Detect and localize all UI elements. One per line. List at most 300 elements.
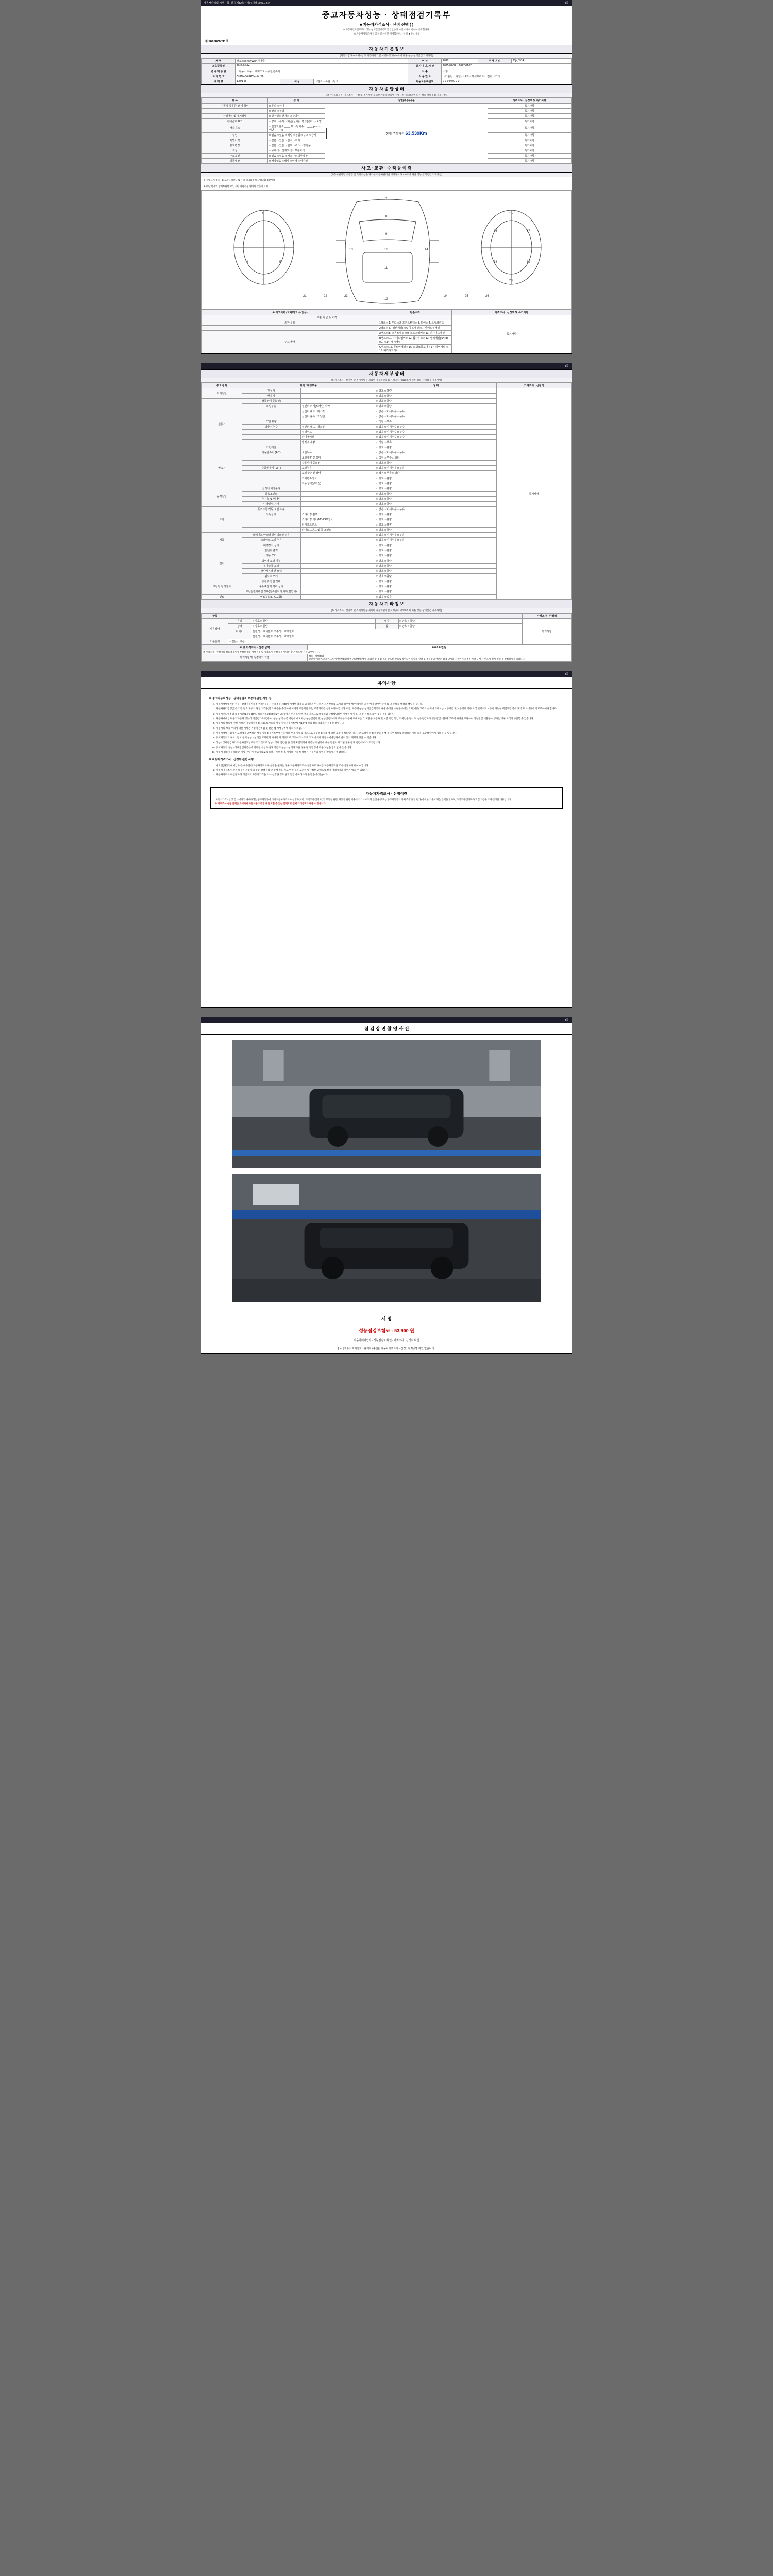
overall-special-10: 특기사항 — [488, 158, 571, 163]
detail-item-label-2-4 — [242, 471, 300, 476]
detail-item-label-6-5: 윈도우 모터 — [242, 574, 300, 579]
svg-text:11: 11 — [384, 267, 388, 270]
page-number-4: (3쪽) — [564, 1018, 569, 1022]
detail-item-sub-4-3: 타이로드엔드 — [300, 522, 375, 528]
overall-item-8: 색상 — [202, 148, 268, 153]
detail-item-label-1-1: 오일누유 — [242, 404, 300, 409]
accident-frame-rankA[interactable]: A랭크 □ 8. 프론트패널 □ 9. 크로스멤버 □ 10. 인사이드패널 — [378, 331, 451, 336]
value-fuel[interactable]: □ 가솔린 □ 디젤 □ LPG □ 하이브리드 □ 전기 □ 기타 — [442, 74, 572, 79]
overall-col-detail: 정밀(세부)내용 — [325, 98, 488, 103]
notice-2-item: 2. 자동차가격조사·산정 내용은 자동차의 성능·상태점검 및 주행거리, 사고 이력 등을 고려하여 산정한 금액으로 실제 거래가격과 차이가 있을 수 있습니다. — [216, 768, 564, 772]
detail-item-options-2-5[interactable]: □ 양호 □ 불량 — [375, 476, 497, 481]
detail-item-sub-7-0 — [300, 579, 375, 584]
other-row-3-label — [228, 634, 251, 639]
detail-item-label-2-3: 수동변속기 (M/T) — [242, 466, 300, 471]
notice-1-item: 2. 자동차관리법령(같은 거민 장소 모두의 당연 고객용(문과 내용을 수정하여 이해의 보증기간 또는 보증거리를 설정하여야 합니다. 다만, 자동차성능·상태점검기록부 내용 수정을 수정을 수정있으며(해당) 고객의 선택에 의해서는 보증기간 및 보증거리 이하 고객 선택으로 보증이 가능한 책임보험 중에 계약 후 소비자에게 교부하여야 합니다. — [216, 707, 564, 710]
detail-item-sub-1-1: 실린더 커버(로커암) 카바 — [300, 404, 375, 409]
mileage-value: 63,539Km — [405, 130, 427, 136]
other-row-1-label: 광택 — [228, 624, 251, 629]
detail-table — [201, 383, 572, 600]
detail-group-6: 전기 — [202, 548, 242, 579]
notice-title: 유의사항 — [201, 677, 572, 689]
page-title: 중고자동차성능 · 상태점검기록부 — [322, 11, 451, 20]
overall-special-5: 특기사항 — [488, 132, 571, 138]
svg-text:8: 8 — [385, 215, 388, 219]
svg-text:15: 15 — [509, 212, 513, 216]
detail-col-2: 항목 / 해당부품 — [242, 383, 375, 388]
detail-item-options-5-1[interactable]: □ 없음 □ 미세누유 □ 누유 — [375, 538, 497, 543]
accident-legend-2: ※ 하단 항목의 상세부위번호와, 기타 차량특성 상태에 맞추어 표시 — [204, 185, 268, 188]
overall-item-0: 자동차 등록증 상 태 확인 — [202, 103, 268, 108]
other-basic-label: 기본품목 — [202, 639, 228, 645]
other-col-3: 가격조사 · 산정액 — [523, 614, 572, 619]
mileage-label: 현재 주행거리 — [385, 132, 405, 136]
other-row-0-label2: 내장 — [375, 619, 398, 624]
overall-special-8: 특기사항 — [488, 148, 571, 153]
value-carname: 셀토스(SWD/W)(4세대급) — [236, 58, 408, 63]
basic-info-table — [201, 58, 572, 84]
fee-label: 성능점검보험료 : — [359, 1328, 393, 1333]
overall-opts-10[interactable]: □ 해당없음 □ 해당 □ 이행 □ 미이행 — [268, 158, 325, 163]
detail-item-options-2-1[interactable]: □ 적정 □ 부족 □ 과다 — [375, 455, 497, 461]
section-detail-title: 자 동 차 세 부 상 태 — [201, 369, 572, 378]
other-row-0-value2[interactable]: □ 양호 □ 불량 — [398, 619, 523, 624]
label-kind: 차 종 — [408, 69, 442, 74]
section-accident-title: 사 고 · 교 환 · 수 리 등 이 력 — [201, 164, 572, 173]
overall-item-7: 용도변경 — [202, 143, 268, 148]
overall-item-5: 튜닝 — [202, 132, 268, 138]
page-number-2: (3쪽) — [564, 365, 569, 368]
value-trans[interactable]: □ 자동 □ 수동 □ 세미오토 □ 무단변속기 — [236, 69, 408, 74]
accident-frame-rankB[interactable]: B랭크 □ 11. 사이드멤버 □ 12. 휠하우스 □ 13. 필러패널(□A □B □C) □ 14. 대시패널 — [378, 336, 451, 345]
detail-item-options-1-5[interactable]: □ 없음 □ 미세누수 □ 누수 — [375, 425, 497, 430]
detail-item-sub-1-7: 라디에이터 — [300, 435, 375, 440]
accident-history-table — [201, 310, 572, 353]
overall-special-1: 특기사항 — [488, 108, 571, 113]
detail-item-options-4-3[interactable]: □ 양호 □ 불량 — [375, 522, 497, 528]
detail-item-options-3-0[interactable]: □ 양호 □ 불량 — [375, 486, 497, 492]
detail-item-sub-4-2: 스티어링 기어(MDPS포함) — [300, 517, 375, 522]
section-basic-note: (자동차법 제58조제4항 및 자동차관리법 시행규칙 제120조에 따른 성능·상태점검 기재사항) — [201, 54, 572, 58]
svg-text:26: 26 — [485, 295, 489, 298]
detail-special: 특기사항 — [497, 388, 572, 600]
detail-item-options-1-2[interactable]: □ 없음 □ 미세누유 □ 누유 — [375, 409, 497, 414]
overall-item-9: 주요옵션 — [202, 153, 268, 158]
overall-special-3: 특기사항 — [488, 118, 571, 124]
price-definition-text: "자동차가격 · 산정"은 소비자가 매매하려는 중고자동차에 대해 자동차가격조사·산정자(이하 "가격조사·산정자")가 부동산 관련, 자동차 관련 기술에 의거 소비자가 안전 운행 또는 중고자동차의 가치 측정(판단 평가)에 대한 기준이 되는 금액을 말하며, 가격조사·산정자가 직접 차량을 조사·산정한 내용입니다. — [215, 798, 512, 801]
label-carname: 차 명 — [202, 58, 236, 63]
overall-opts-0[interactable]: □ 동일 □ 상이 — [268, 103, 325, 108]
tire-rear[interactable]: 운전석 □ 교체필요 조수석 □ 교체필요 — [251, 634, 523, 639]
memo-cell — [308, 654, 572, 662]
detail-item-label-3-2: 추진축 및 베어링 — [242, 497, 300, 502]
accident-frame-rankC[interactable]: C랭크 □ 15. 플로어패널 □ 16. 트렁크플로어 □ 17. 리어패널 □ 18. 패키지트레이 — [378, 345, 451, 353]
accident-outer-rank2[interactable]: 2랭크 □ 5. (쿼터패널) □ 6. 루프패널 □ 7. 사이드실패널 — [378, 326, 451, 331]
accident-legend-1: ※ 상태표시 부호 : ⊗(교환), X(판금 또는 용접), W(부식), A(흠집), C(부판) — [204, 178, 275, 181]
detail-item-options-7-0[interactable]: □ 양호 □ 불량 — [375, 579, 497, 584]
value-odo: 30js,3914 — [511, 58, 571, 63]
detail-item-label-6-3: 실내송풍 모터 — [242, 564, 300, 569]
inspection-photo-2[interactable] — [232, 1174, 541, 1302]
detail-item-options-4-4[interactable]: □ 양호 □ 불량 — [375, 528, 497, 533]
other-row-1-value2[interactable]: □ 양호 □ 불량 — [398, 624, 523, 629]
fee-value: 53,900 원 — [394, 1328, 414, 1333]
detail-item-sub-1-3: 실린더 블록 / 오일팬 — [300, 414, 375, 419]
detail-item-label-4-2 — [242, 517, 300, 522]
accident-outer-label: 외판 부위 — [202, 320, 378, 326]
detail-item-sub-2-6: 작동상태(공회전) — [300, 481, 375, 486]
notice-box — [201, 677, 572, 1008]
detail-item-label-1-0: 작동상태(공회전) — [242, 399, 300, 404]
accident-q-price: 가격조사 · 산정액 및 특기사항 — [452, 310, 572, 315]
overall-col-item: 항 목 — [202, 98, 268, 103]
overall-opts-6[interactable]: □ 없음 □ 있음 □ 침수 □ 화재 — [268, 138, 325, 143]
svg-text:21: 21 — [303, 295, 307, 298]
value-year: 2019 — [442, 58, 478, 63]
page-topbar-3 — [201, 671, 572, 677]
detail-item-options-2-4[interactable]: □ 적정 □ 부족 □ 과다 — [375, 471, 497, 476]
accident-outer-rank1[interactable]: 1랭크 □ 1. 후드 □ 2. 프론트휀더 □ 3. 도어 □ 4. 트렁크리드 — [378, 320, 451, 326]
detail-item-options-2-0[interactable]: □ 없음 □ 미세누유 □ 누유 — [375, 450, 497, 455]
svg-text:6: 6 — [262, 279, 264, 283]
inspection-fee — [201, 1324, 572, 1337]
overall-opts-5[interactable]: □ 없음 □ 있음 □ 적법 □ 불법 □ 구조 □ 장치 — [268, 132, 325, 138]
value-color[interactable]: □ 원색 □ 복합 □ 단색 — [314, 79, 408, 84]
detail-item-sub-5-0 — [300, 533, 375, 538]
detail-item-sub-6-5 — [300, 574, 375, 579]
other-row-1-label2: 휠 — [375, 624, 398, 629]
document-header — [201, 6, 572, 354]
svg-text:14: 14 — [425, 248, 428, 252]
detail-box — [201, 369, 572, 662]
overall-special-4: 특기사항 — [488, 124, 571, 132]
detail-item-label-7-1: 구동축전지 격리 상태 — [242, 584, 300, 589]
memo-text: 엔진미션/리어/브레이크/타이어/밧데리/휠/전구/광택/하체/실내/외관 등 점검 결과 양호한 것으로 확인되며 차량의 상태 및 부품명의 판단은 점검 당시의 기준이며 최종적 차량 구매 시 반드시 실차 확인 후 결정하시기 바랍니다. — [309, 657, 526, 660]
label-fuel: 사 용 연 료 — [408, 74, 442, 79]
detail-group-0: 자기진단 — [202, 388, 242, 399]
notice-1-item: 6. 자동차의 보증 수리에 대한 사항은 자동차관리법 및 같은 법 시행규칙에 따라 처리됩니다. — [216, 726, 564, 730]
detail-item-sub-8-0 — [300, 595, 375, 600]
detail-item-options-3-3[interactable]: □ 양호 □ 불량 — [375, 502, 497, 507]
detail-item-options-1-7[interactable]: □ 없음 □ 미세누수 □ 누수 — [375, 435, 497, 440]
detail-item-options-4-0[interactable]: □ 없음 □ 미세누유 □ 누유 — [375, 507, 497, 512]
detail-item-sub-6-4 — [300, 569, 375, 574]
detail-item-options-2-2[interactable]: □ 양호 □ 불량 — [375, 461, 497, 466]
other-row-0-value[interactable]: □ 양호 □ 불량 — [251, 619, 376, 624]
photo-box — [201, 1023, 572, 1354]
detail-item-sub-1-0 — [300, 399, 375, 404]
detail-item-options-1-6[interactable]: □ 없음 □ 미세누수 □ 누수 — [375, 430, 497, 435]
detail-group-1: 원동기 — [202, 399, 242, 450]
detail-item-options-0-1[interactable]: □ 양호 □ 불량 — [375, 394, 497, 399]
svg-text:10: 10 — [384, 248, 388, 252]
header-note-1: ※ 자동차인도일로부터 성능·상태점검기록부 발급일부터 30일 이내에 한하여 유효합니다. — [343, 28, 430, 31]
overall-col-price: 가격조사 · 산정액 및 특기사항 — [488, 98, 571, 103]
svg-text:24: 24 — [444, 295, 448, 298]
footer-line-2: [ ▼ ] 자동차매매업자 · 관계자 (총인) [ 자동차가격조사 · 산정 ] 자격증명 확인/없습니다. — [338, 1347, 435, 1350]
overall-col-content: 상 태 — [268, 98, 325, 103]
detail-item-options-8-0[interactable]: □ 없음 □ 있음 — [375, 595, 497, 600]
svg-text:22: 22 — [324, 295, 327, 298]
label-color: 색 상 — [280, 79, 314, 84]
detail-item-label-3-1: 등속조인트 — [242, 492, 300, 497]
detail-item-label-6-2: 와이퍼 모터 기능 — [242, 558, 300, 564]
accident-q-simple: 단순수리 — [378, 310, 451, 315]
overall-opts-1[interactable]: □ 양호 □ 불량 — [268, 108, 325, 113]
overall-item-3: 차대번호 표기 — [202, 118, 268, 124]
detail-item-sub-3-2 — [300, 497, 375, 502]
detail-item-label-2-5 — [242, 476, 300, 481]
svg-text:19: 19 — [527, 261, 530, 264]
detail-item-label-2-0: 자동변속기 (A/T) — [242, 450, 300, 455]
detail-item-options-6-2[interactable]: □ 양호 □ 불량 — [375, 558, 497, 564]
detail-item-sub-4-1: 스티어링 펌프 — [300, 512, 375, 517]
detail-item-sub-2-3: 오일누유 — [300, 466, 375, 471]
photo-2-svg — [232, 1174, 541, 1302]
detail-item-options-1-0[interactable]: □ 양호 □ 불량 — [375, 399, 497, 404]
notice-2-item: 3. 자동차가격조사·산정자가 거짓으로 자동차가격을 조사·산정한 경우 관계 법령에 따라 처벌을 받을 수 있습니다. — [216, 773, 564, 776]
detail-item-options-5-0[interactable]: □ 없음 □ 미세누유 □ 누유 — [375, 533, 497, 538]
detail-item-label-1-9: 커먼레일 — [242, 445, 300, 450]
price-definition-box — [210, 787, 563, 809]
memo-sub: 성능 · 상태점검 — [309, 655, 324, 658]
overall-special-7: 특기사항 — [488, 143, 571, 148]
detail-item-options-2-3[interactable]: □ 없음 □ 미세누유 □ 누유 — [375, 466, 497, 471]
overall-special-9: 특기사항 — [488, 153, 571, 158]
detail-item-options-5-2[interactable]: □ 양호 □ 불량 — [375, 543, 497, 548]
detail-item-label-8-0: 연료누설(LPG포함) — [242, 595, 300, 600]
section-basic-title: 자 동 차 기 본 정 보 — [201, 45, 572, 54]
overall-special-2: 특기사항 — [488, 113, 571, 118]
notice-1-item: 4. 자동차매매업자 중고자동차 성능·상태점검기록부(이하 "성능·상태 부록 이전에 매도자는 성능점검자 및 성능점검자에게 교부한 자동차 구매자는 그 지원을 보증자 및 보증 기간 동안의 책임을 집니다. 성능점검자가 성능점검 내용과 고객이 차량을 보관하여 성능점검 내용을 이행하는 경우 고객이 부담할 수 있습니다. — [216, 717, 564, 720]
svg-text:25: 25 — [465, 295, 468, 298]
value-kind: 소형 — [442, 69, 572, 74]
detail-item-label-0-0: 원동기 — [242, 388, 300, 394]
detail-col-4: 가격조사 · 산정액 — [497, 383, 572, 388]
notice-1-item: 9. 성능 · 상태점검자가 자동차인도일로부터 거짓으로 성능 · 상태 점검을 한 것이 확인되거나 기록부 작성자에 대한 민원이 제기된 경우 관계 법령에 따라 조치됩니다. — [216, 741, 564, 744]
detail-item-sub-6-2 — [300, 558, 375, 564]
detail-item-options-1-3[interactable]: □ 없음 □ 미세누유 □ 누유 — [375, 414, 497, 419]
price-definition-title: 자동차가격조사 · 산정이란 — [365, 792, 408, 796]
detail-item-label-3-3: 디퍼렌셜 기어 — [242, 502, 300, 507]
detail-item-sub-3-0 — [300, 486, 375, 492]
signature-title: 서 명 — [201, 1313, 572, 1324]
detail-item-options-1-1[interactable]: □ 양호 □ 불량 — [375, 404, 497, 409]
overall-opts-3[interactable]: □ 양호 □ 부식 □ 훼손(상이) □ 변조(변타) □ 도말 — [268, 118, 325, 124]
detail-item-sub-6-1 — [300, 553, 375, 558]
photo-1-svg — [232, 1040, 541, 1168]
page-topbar-2 — [201, 363, 572, 369]
svg-text:16: 16 — [494, 230, 497, 233]
other-col-1: 항목 — [202, 614, 228, 619]
notice-section-1-head: ※ 중고자동차성능 · 상태점검과 보증에 관한 사항 등 — [209, 697, 272, 700]
svg-text:23: 23 — [344, 295, 348, 298]
section-detail-note: (※ 가격조사 · 산정액 및 특기사항을 제외한 자동차관리법 시행규칙 제120조에 따른 성능·상태점검 기재사항) — [201, 378, 572, 383]
svg-text:12: 12 — [384, 298, 388, 301]
detail-item-sub-6-3 — [300, 564, 375, 569]
tire-front[interactable]: 운전석 □ 교체필요 조수석 □ 교체필요 — [251, 629, 523, 634]
detail-item-options-6-1[interactable]: □ 양호 □ 불량 — [375, 553, 497, 558]
detail-item-options-1-8[interactable]: □ 적정 □ 부족 — [375, 440, 497, 445]
document-number: 제 3610026691호 — [205, 40, 229, 43]
detail-group-7: 고전원 전기장치 — [202, 579, 242, 595]
overall-opts-8[interactable]: □ 무채색 □ 전체도색 □ 부분도색 — [268, 148, 325, 153]
detail-group-8: 연료 — [202, 595, 242, 600]
value-vin: KNHCD0181KU147746 — [236, 74, 408, 79]
detail-item-options-7-1[interactable]: □ 양호 □ 불량 — [375, 584, 497, 589]
value-inspect: 2025-01-04 ~ 2027-01-23 — [442, 63, 572, 69]
photo-section-title: 점 검 장 면 촬 영 사 진 — [201, 1023, 572, 1035]
detail-item-sub-6-0 — [300, 548, 375, 553]
detail-item-label-1-2 — [242, 409, 300, 414]
detail-item-options-3-1[interactable]: □ 양호 □ 불량 — [375, 492, 497, 497]
overall-table — [201, 98, 572, 164]
total-note: ※ 가격조사 · 산정자의 성능점검자가 작성한 성능·상태점검 및 가격조사·산정 내용에 따른 총 가격조사·산정 금액입니다. — [202, 650, 572, 654]
notice-1-item: 10. 중고자동차 성능 · 상태점검기록부에 기재된 사항과 실제 차량의 성능 · 상태가 다른 경우 관계 법령에 따른 보상을 받으실 수 있습니다. — [216, 745, 564, 749]
overall-item-10: 리콜대상 — [202, 158, 268, 163]
detail-item-sub-1-2: 실린더 헤드 / 개스킷 — [300, 409, 375, 414]
accident-outer-label-2 — [202, 326, 378, 331]
detail-item-label-5-0: 브레이크 마스터 실린더오일 누유 — [242, 533, 300, 538]
label-trans: 변 속 기 종 류 — [202, 69, 236, 74]
label-firstreg: 최초등록일 — [202, 63, 236, 69]
detail-item-label-6-0: 발전기 출력 — [242, 548, 300, 553]
page-subtitle: ■ 자동차가격조사 · 산정 선택 ( ) — [359, 22, 414, 27]
detail-item-sub-7-1 — [300, 584, 375, 589]
detail-item-options-1-9[interactable]: □ 양호 □ 불량 — [375, 445, 497, 450]
page-topbar-4 — [201, 1017, 572, 1023]
detail-item-options-7-2[interactable]: □ 양호 □ 불량 — [375, 589, 497, 595]
overall-item-1 — [202, 108, 268, 113]
label-regno: 자동차등록번호 — [408, 79, 442, 84]
other-row-2-label: 타이어 — [228, 629, 251, 634]
car-damage-diagram[interactable] — [201, 190, 572, 310]
detail-item-options-6-3[interactable]: □ 양호 □ 불량 — [375, 564, 497, 569]
detail-item-label-4-3 — [242, 522, 300, 528]
notice-list-1 — [216, 702, 564, 754]
detail-group-3: 동력전달 — [202, 486, 242, 507]
detail-item-label-2-2 — [242, 461, 300, 466]
notice-1-item: 8. 중고자동차의 구조 · 장치 등의 성능 · 상태를 고지하지 아니한 자 거짓으로 고지하거나 거짓 고지에 대해 자동차매매업자에 벌칙 등의 제재가 있을 수 있습니다. — [216, 736, 564, 739]
other-table — [201, 613, 572, 645]
sheet-1 — [201, 0, 572, 354]
svg-text:1: 1 — [262, 212, 264, 216]
detail-item-label-7-0: 충전구 절연 상태 — [242, 579, 300, 584]
detail-item-label-4-4 — [242, 528, 300, 533]
other-side-label: 사용상태 — [202, 619, 228, 639]
detail-item-sub-1-4 — [300, 419, 375, 425]
detail-item-options-6-4[interactable]: □ 양호 □ 불량 — [375, 569, 497, 574]
accident-frame-label: 주요 골격 — [202, 331, 378, 353]
other-special: 특기사항 — [523, 619, 572, 645]
overall-special-0: 특기사항 — [488, 103, 571, 108]
detail-item-options-6-0[interactable]: □ 양호 □ 불량 — [375, 548, 497, 553]
notice-1-item: 1. 자동차매매업자는 성능 · 상태점검기록부(이하 "성능 · 상태 부록 제30에 기재한 내용을 고지하지 아니하거나 거짓으로 고지할 경우에 매수인(이하 고객)에게 발생한 손해를 그 손해를 배상할 책임을 갑니다. — [216, 702, 564, 706]
detail-item-options-6-5[interactable]: □ 양호 □ 불량 — [375, 574, 497, 579]
detail-item-options-4-1[interactable]: □ 양호 □ 불량 — [375, 512, 497, 517]
section-other-title: 자 동 차 기 타 정 보 — [201, 600, 572, 608]
section-other-note: (※ 가격조사 · 산정액 및 특기사항을 제외한 자동차관리법 시행규칙 제120조에 따른 성능·상태점검 기재사항) — [201, 608, 572, 613]
inspection-photo-1[interactable] — [232, 1040, 541, 1168]
accident-special: 특기사항 — [452, 315, 572, 353]
detail-item-label-6-4: 라디에이터 팬 모터 — [242, 569, 300, 574]
accident-frame-header: 교환, 판금 등 이력 — [202, 315, 452, 320]
other-row-1-value[interactable]: □ 양호 □ 불량 — [251, 624, 376, 629]
overall-opts-2[interactable]: □ 실주행 □ 변경 □ 조작의심 — [268, 113, 325, 118]
page-number-3: (3쪽) — [564, 672, 569, 676]
detail-item-sub-0-0 — [300, 388, 375, 394]
overall-opts-4[interactable]: □ 일산화탄소 ____ % □ 탄화수소 ____ ppm □ 매연 ____ % — [268, 124, 325, 132]
sheet-4 — [201, 1017, 572, 1354]
detail-item-options-0-0[interactable]: □ 양호 □ 불량 — [375, 388, 497, 394]
notice-1-item: 11. 자동차 성능점검 내용은 차량 구입 시 참고자료로 활용하시기 바라며, 차량의 구체적 상태는 전문가의 확인을 받으시기 바랍니다. — [216, 750, 564, 754]
overall-opts-7[interactable]: □ 없음 □ 있음 □ 렌트 □ 리스 □ 영업용 — [268, 143, 325, 148]
other-row-0-label: 유리 — [228, 619, 251, 624]
detail-group-5: 제동 — [202, 533, 242, 548]
detail-item-sub-3-1 — [300, 492, 375, 497]
svg-text:17: 17 — [527, 230, 530, 233]
detail-group-2: 변속기 — [202, 450, 242, 486]
detail-item-options-1-4[interactable]: □ 적정 □ 부족 — [375, 419, 497, 425]
svg-text:18: 18 — [494, 261, 497, 264]
total-table — [201, 645, 572, 662]
detail-item-label-1-5: 냉각수 누수 — [242, 425, 300, 430]
detail-group-4: 조향 — [202, 507, 242, 533]
detail-item-sub-5-1 — [300, 538, 375, 543]
detail-item-options-2-6[interactable]: □ 양호 □ 불량 — [375, 481, 497, 486]
other-col-2 — [228, 614, 523, 619]
detail-item-sub-2-1: 오일유량 및 상태 — [300, 455, 375, 461]
detail-item-label-1-4: 오일 유량 — [242, 419, 300, 425]
price-definition-text-2: ※ 가격조사·산정 금액은 소비자가 자동차를 거래할 때 참고할 수 있는 금액으로 실제 거래금액과 다를 수 있습니다. — [215, 802, 327, 805]
detail-item-options-4-2[interactable]: □ 양호 □ 불량 — [375, 517, 497, 522]
detail-item-sub-3-3 — [300, 502, 375, 507]
total-value: 0 0 0 0 만원 — [308, 645, 572, 650]
accident-q-accident: ※ 사고이력 (교차/사고 유 없음) — [202, 310, 378, 315]
detail-item-sub-1-5: 실린더 헤드 / 개스킷 — [300, 425, 375, 430]
detail-item-sub-0-1 — [300, 394, 375, 399]
total-head: ※ 총 가격조사 · 산정 금액 — [202, 645, 308, 650]
other-basic-value[interactable]: □ 없음 □ 있음 — [228, 639, 523, 645]
svg-text:20: 20 — [509, 279, 513, 283]
table-row — [202, 388, 572, 394]
value-disp: 1,591 cc — [236, 79, 280, 84]
detail-item-options-3-2[interactable]: □ 양호 □ 불량 — [375, 497, 497, 502]
mileage-cell — [325, 103, 488, 163]
overall-item-2: 주행거리 및 계기상태 — [202, 113, 268, 118]
detail-item-label-5-2: 배력장치 상태 — [242, 543, 300, 548]
svg-text:7: 7 — [385, 198, 388, 201]
memo-label: 특기사항 및 점검자의 의견 — [202, 654, 308, 662]
detail-item-label-4-0: 동력조향 작동 오일 누유 — [242, 507, 300, 512]
detail-item-sub-1-6: 워터펌프 — [300, 430, 375, 435]
value-firstreg: 2019-01-24 — [236, 63, 408, 69]
overall-opts-9[interactable]: □ 없음 □ 있음 □ 제조사 □ 외부장착 — [268, 153, 325, 158]
overall-special-6: 특기사항 — [488, 138, 571, 143]
detail-item-sub-2-0: 오일누유 — [300, 450, 375, 455]
sheet-2 — [201, 363, 572, 662]
notice-2-item: 1. 매도인(자동차매매업자)은 매수인이 자동차가격조사·산정을 원하는 경우 자동차가격조사·산정자로 하여금 자동차가격을 조사·산정하게 하여야 합니다. — [216, 764, 564, 767]
detail-item-label-7-2: 고전원전기배선 상태(접속단자의,피복,절연체) — [242, 589, 300, 595]
detail-item-label-1-3 — [242, 414, 300, 419]
form-reference: 자동차관리법 시행규칙 [별지 제82호서식] <개정 2021.7.6.> — [204, 2, 270, 5]
notice-list-2 — [216, 764, 564, 777]
label-vin: 차 대 번 호 — [202, 74, 236, 79]
value-regno: 0 0 0 0 0 0 0 0 — [442, 79, 572, 84]
detail-item-label-2-6 — [242, 481, 300, 486]
notice-1-item: 3. 자동차인도일부터 보증기간(1개월 30일, 보증거리(2000킬로미터) 중에서 먼저 도달한 것을 기준으로 보증책임 산정범위하여 이행하여 이후, 그 중 본적 도래한 것을 적용 합니다. — [216, 712, 564, 716]
detail-item-sub-2-2: 작동상태(공회전) — [300, 461, 375, 466]
